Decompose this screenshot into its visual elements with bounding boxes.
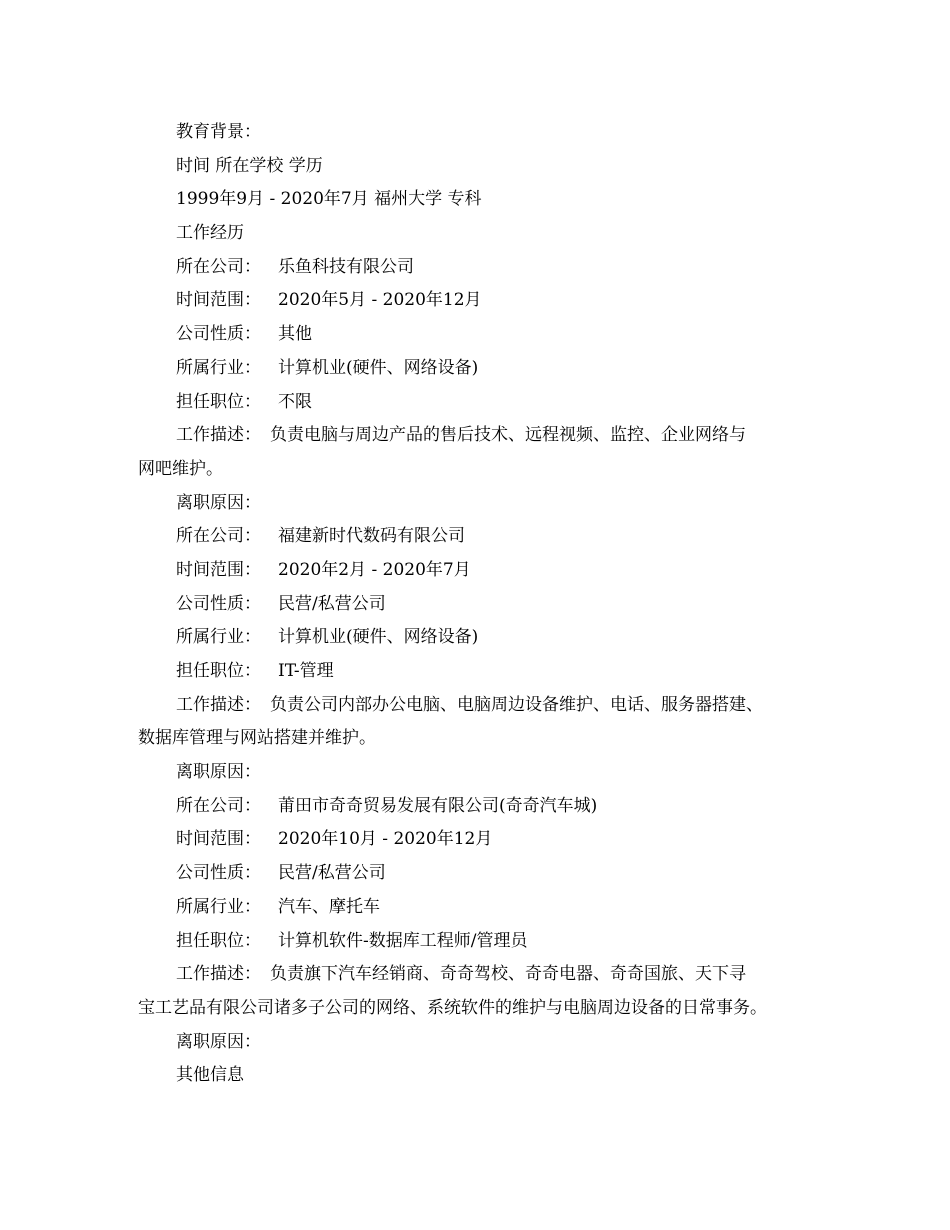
field-label: 担任职位： xyxy=(176,661,261,681)
other-info-heading: 其他信息 xyxy=(176,1065,244,1086)
job-nature xyxy=(138,857,818,891)
job-company xyxy=(138,790,818,824)
field-value: 负责旗下汽车经销商、奇奇驾校、奇奇电器、奇奇国旅、天下寻 xyxy=(270,964,746,985)
field-value: 民营/私营公司 xyxy=(278,593,386,614)
job-position xyxy=(138,655,818,689)
job-description-continued: 网吧维护。 xyxy=(138,458,223,479)
field-value: 2020年2月 - 2020年7月 xyxy=(278,559,471,580)
field-value: 汽车、摩托车 xyxy=(278,896,380,917)
job-description xyxy=(138,958,818,992)
field-value: 2020年5月 - 2020年12月 xyxy=(278,290,482,311)
field-value: 福建新时代数码有限公司 xyxy=(278,526,465,547)
field-label: 时间范围： xyxy=(176,559,261,580)
field-label: 所属行业： xyxy=(176,357,261,378)
field-value: 2020年10月 - 2020年12月 xyxy=(278,829,493,850)
field-label: 公司性质： xyxy=(176,863,261,884)
job-industry xyxy=(138,621,818,655)
field-value: IT-管理 xyxy=(278,661,334,681)
job-description xyxy=(138,419,818,453)
field-label: 所在公司： xyxy=(176,526,261,547)
job-company xyxy=(138,251,818,285)
field-value: 其他 xyxy=(278,324,312,345)
field-value: 莆田市奇奇贸易发展有限公司(奇奇汽车城) xyxy=(278,795,598,816)
field-label: 工作描述： xyxy=(176,425,261,446)
job-company xyxy=(138,520,818,554)
field-label: 所属行业： xyxy=(176,896,261,917)
field-label: 公司性质： xyxy=(176,324,261,345)
field-value: 负责公司内部办公电脑、电脑周边设备维护、电话、服务器搭建、 xyxy=(270,694,763,715)
field-label: 所在公司： xyxy=(176,256,261,277)
field-value: 负责电脑与周边产品的售后技术、远程视频、监控、企业网络与 xyxy=(270,425,746,446)
resume-content xyxy=(138,116,818,1093)
job-position xyxy=(138,386,818,420)
job-leave-reason: 离职原因： xyxy=(176,1031,261,1052)
field-value: 乐鱼科技有限公司 xyxy=(278,256,414,277)
field-value: 计算机业(硬件、网络设备) xyxy=(278,357,479,378)
field-value: 不限 xyxy=(278,391,312,412)
job-period xyxy=(138,284,818,318)
field-label: 时间范围： xyxy=(176,829,261,850)
job-leave-reason: 离职原因： xyxy=(176,762,261,783)
job-industry xyxy=(138,352,818,386)
field-label: 工作描述： xyxy=(176,964,261,985)
job-leave-reason: 离职原因： xyxy=(176,492,261,513)
field-value: 民营/私营公司 xyxy=(278,863,386,884)
job-description xyxy=(138,689,818,723)
job-nature xyxy=(138,318,818,352)
field-label: 所在公司： xyxy=(176,795,261,816)
field-value: 计算机软件-数据库工程师/管理员 xyxy=(278,930,528,951)
field-label: 所属行业： xyxy=(176,627,261,648)
job-position xyxy=(138,925,818,959)
job-industry xyxy=(138,891,818,925)
education-heading: 教育背景： xyxy=(176,122,261,142)
field-label: 时间范围： xyxy=(176,290,261,311)
work-heading: 工作经历 xyxy=(176,223,244,244)
education-row: 1999年9月 - 2020年7月 福州大学 专科 xyxy=(176,189,482,210)
job-description-continued: 宝工艺品有限公司诸多子公司的网络、系统软件的维护与电脑周边设备的日常事务。 xyxy=(138,997,767,1018)
field-label: 担任职位： xyxy=(176,391,261,412)
field-value: 计算机业(硬件、网络设备) xyxy=(278,627,479,648)
job-nature xyxy=(138,588,818,622)
field-label: 公司性质： xyxy=(176,593,261,614)
job-period xyxy=(138,554,818,588)
job-period xyxy=(138,823,818,857)
field-label: 工作描述： xyxy=(176,694,261,715)
education-columns: 时间 所在学校 学历 xyxy=(176,155,323,176)
field-label: 担任职位： xyxy=(176,930,261,951)
job-description-continued: 数据库管理与网站搭建并维护。 xyxy=(138,728,376,749)
